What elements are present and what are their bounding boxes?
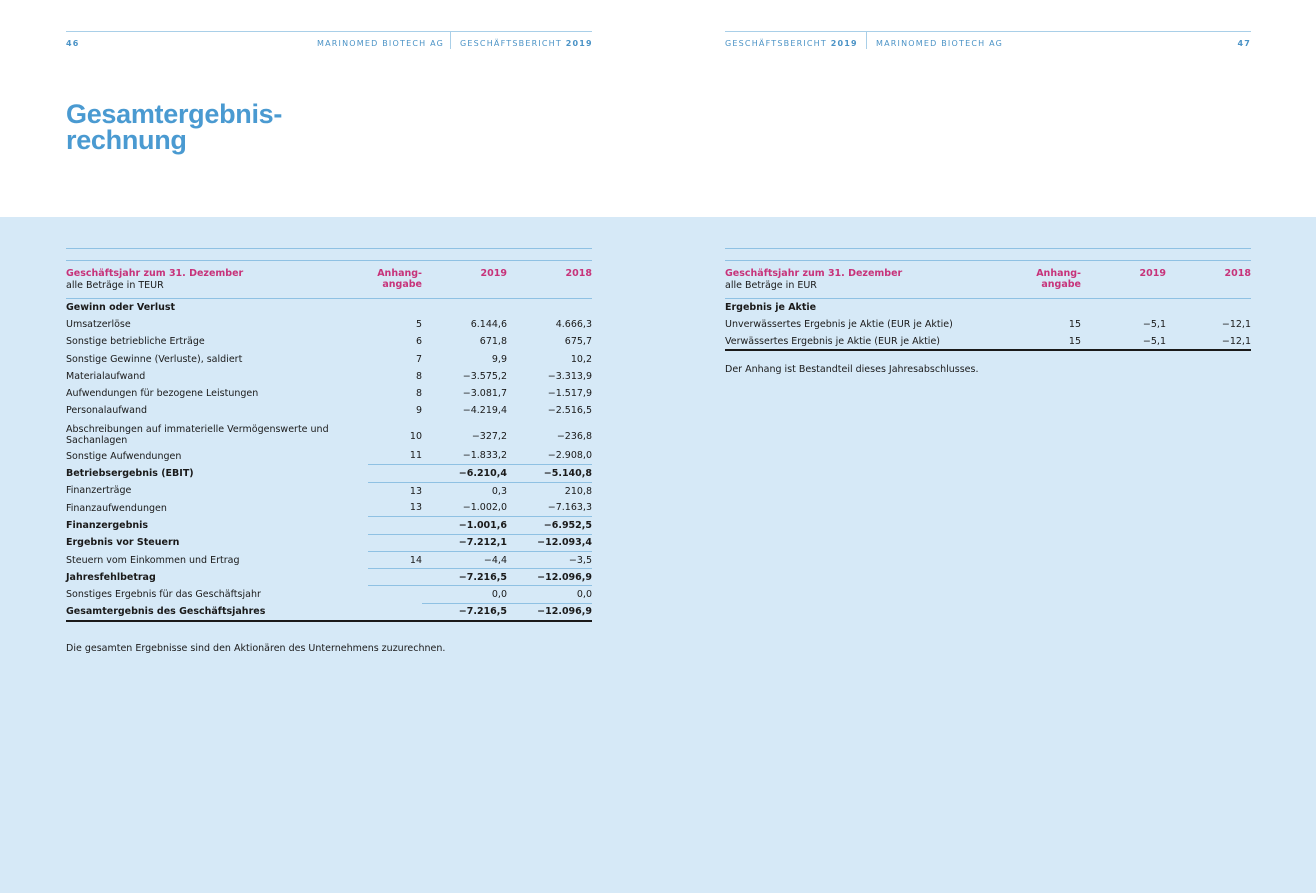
table-row: Ergebnis je Aktie [725,301,817,313]
company-name: MARINOMED BIOTECH AG [317,39,444,48]
table-row: Materialaufwand 8 −3.575,2 −3.313,9 [66,370,592,382]
table-row-subtotal: Jahresfehlbetrag −7.216,5 −12.096,9 [66,569,592,586]
table-row: Abschreibungen auf immaterielle Vermögenswerte und Sachanlagen 10 −327,2 −236,8 [66,423,592,446]
table-row: Unverwässertes Ergebnis je Aktie (EUR je Aktie) 15 −5,1 −12,1 [725,318,1251,330]
table-row: Finanzerträge 13 0,3 210,8 [66,482,592,499]
table-row: Sonstiges Ergebnis für das Geschäftsjahr 0,0 0,0 [66,586,592,603]
table-row: Steuern vom Einkommen und Ertrag 14 −4,4 −3,5 [66,551,592,568]
report-label: GESCHÄFTSBERICHT 2019 [460,39,593,48]
header-divider [450,32,451,49]
table-row: Finanzaufwendungen 13 −1.002,0 −7.163,3 [66,502,592,514]
table-header-row [66,261,592,299]
table-row-total: Gesamtergebnis des Geschäftsjahres −7.216,5 −12.096,9 [66,603,592,620]
header-2018: 2018 [507,261,592,299]
running-head-left [66,31,592,49]
table-row-subtotal: Betriebsergebnis (EBIT) −6.210,4 −5.140,8 [66,465,592,482]
running-head-right [725,31,1251,49]
table-row: Personalaufwand 9 −4.219,4 −2.516,5 [66,405,592,417]
header-note: Anhang- angabe [1027,261,1081,299]
page-number: 47 [1237,39,1251,48]
table-row: Gewinn oder Verlust [66,301,176,313]
header-label: Geschäftsjahr zum 31. Dezember alle Beträge in EUR [725,261,1027,299]
footnote: Der Anhang ist Bestandteil dieses Jahresabschlusses. [725,364,979,375]
page-title: Gesamtergebnis- rechnung [66,99,283,155]
table-row: Sonstige Aufwendungen 11 −1.833,2 −2.908,0 [66,450,592,462]
header-divider [866,32,867,49]
earnings-per-share-table [725,248,1251,351]
report-label: GESCHÄFTSBERICHT 2019 [725,39,858,48]
table-row-subtotal: Finanzergebnis −1.001,6 −6.952,5 [66,517,592,534]
header-label: Geschäftsjahr zum 31. Dezember alle Beträge in TEUR [66,261,368,299]
table-row: Verwässertes Ergebnis je Aktie (EUR je Aktie) 15 −5,1 −12,1 [725,333,1251,350]
footnote: Die gesamten Ergebnisse sind den Aktionären des Unternehmens zuzurechnen. [66,643,446,654]
header-2019: 2019 [422,261,507,299]
table-row: Sonstige betriebliche Erträge 6 671,8 675,7 [66,336,592,348]
table-row: Aufwendungen für bezogene Leistungen 8 −3.081,7 −1.517,9 [66,388,592,400]
table-header-row [725,261,1251,299]
income-statement-table [66,248,592,622]
table-row: Umsatzerlöse 5 6.144,6 4.666,3 [66,318,592,330]
table-row-subtotal: Ergebnis vor Steuern −7.212,1 −12.093,4 [66,534,592,551]
company-name: MARINOMED BIOTECH AG [876,39,1003,48]
header-2019: 2019 [1081,261,1166,299]
header-2018: 2018 [1166,261,1251,299]
table-row: Sonstige Gewinne (Verluste), saldiert 7 9,9 10,2 [66,353,592,365]
header-note: Anhang- angabe [368,261,422,299]
page-number: 46 [66,39,80,48]
